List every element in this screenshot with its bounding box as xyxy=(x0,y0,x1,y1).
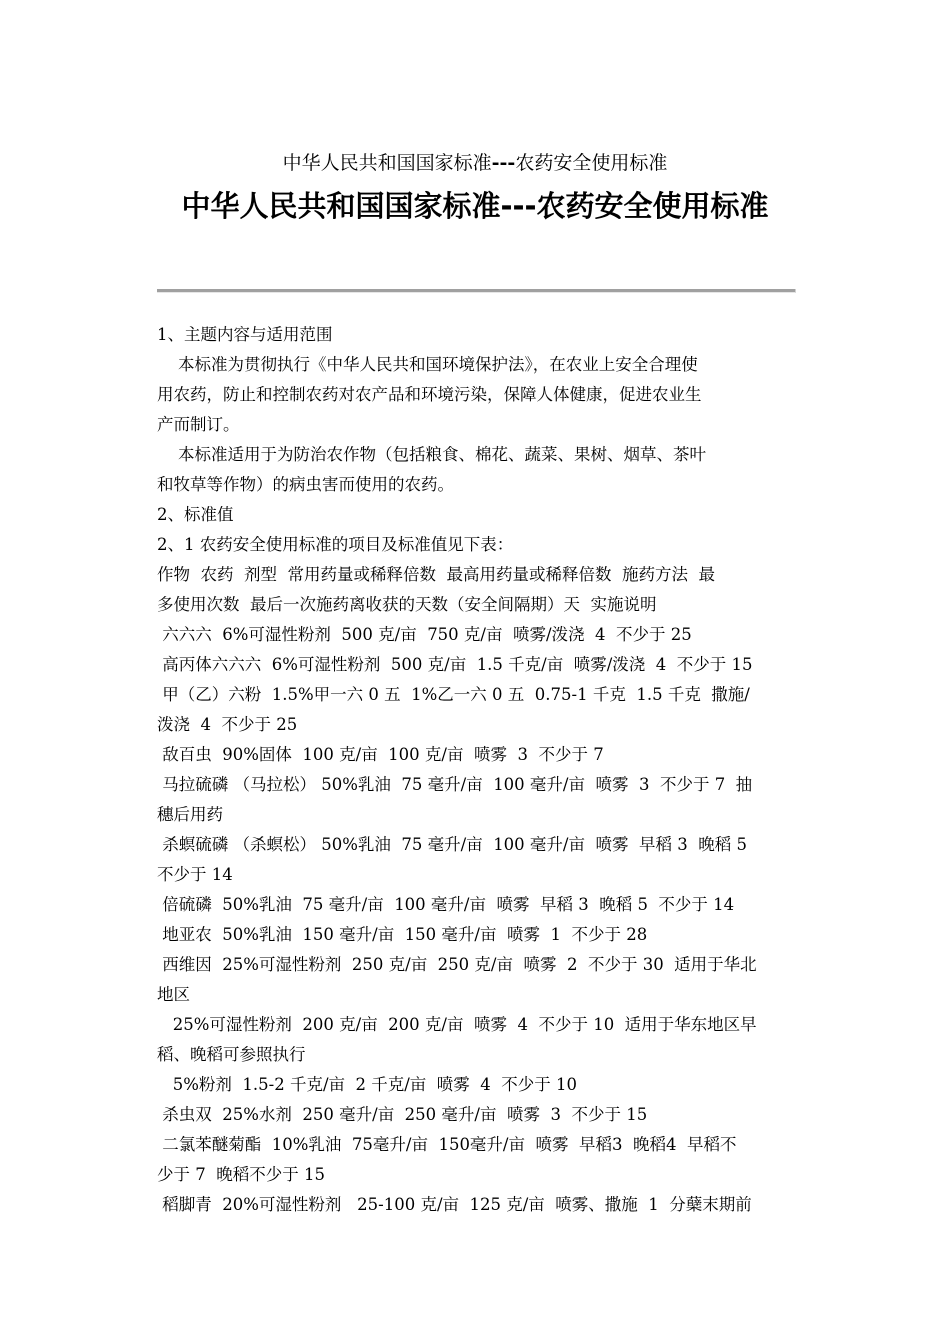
subtitle-dash: --- xyxy=(491,152,516,174)
subtitle-part-b: 农药安全使用标准 xyxy=(515,152,668,174)
body-line: 甲（乙）六粉 1.5%甲一六 0 五 1%乙一六 0 五 0.75-1 千克 1.5 千克 撒施/ xyxy=(157,685,750,704)
body-line: 多使用次数 最后一次施药离收获的天数（安全间隔期）天 实施说明 xyxy=(157,595,657,614)
body-line: 稻脚青 20%可湿性粉剂 25-100 克/亩 125 克/亩 喷雾、撒施 1 分蘖末期前 xyxy=(157,1195,752,1214)
body-line: 25%可湿性粉剂 200 克/亩 200 克/亩 喷雾 4 不少于 10 适用于华东地区早 xyxy=(157,1015,757,1034)
body-line: 2、1 农药安全使用标准的项目及标准值见下表： xyxy=(157,535,514,554)
body-line: 稻、晚稻可参照执行 xyxy=(157,1045,306,1064)
body-line: 泼浇 4 不少于 25 xyxy=(157,715,298,734)
document-body xyxy=(157,320,797,1220)
body-line: 和牧草等作物）的病虫害而使用的农药。 xyxy=(157,475,454,494)
body-line: 本标准为贯彻执行《中华人民共和国环境保护法》，在农业上安全合理使 xyxy=(157,355,698,374)
body-line: 少于 7 晚稻不少于 15 xyxy=(157,1165,325,1184)
horizontal-divider xyxy=(157,289,796,293)
body-line: 杀螟硫磷 （杀螟松） 50%乳油 75 毫升/亩 100 毫升/亩 喷雾 早稻 3 晚稻 5 xyxy=(157,835,747,854)
body-line: 2、标准值 xyxy=(157,505,234,524)
body-line: 地区 xyxy=(157,985,190,1004)
body-line: 本标准适用于为防治农作物（包括粮食、棉花、蔬菜、果树、烟草、茶叶 xyxy=(157,445,706,464)
body-line: 倍硫磷 50%乳油 75 毫升/亩 100 毫升/亩 喷雾 早稻 3 晚稻 5 不少于 14 xyxy=(157,895,735,914)
document-subtitle xyxy=(0,150,950,176)
body-line: 地亚农 50%乳油 150 毫升/亩 150 毫升/亩 喷雾 1 不少于 28 xyxy=(157,925,648,944)
body-line: 作物 农药 剂型 常用药量或稀释倍数 最高用药量或稀释倍数 施药方法 最 xyxy=(157,565,715,584)
body-line: 马拉硫磷 （马拉松） 50%乳油 75 毫升/亩 100 毫升/亩 喷雾 3 不少于 7 抽 xyxy=(157,775,753,794)
body-line: 1、主题内容与适用范围 xyxy=(157,325,333,344)
body-line: 敌百虫 90%固体 100 克/亩 100 克/亩 喷雾 3 不少于 7 xyxy=(157,745,604,764)
body-line: 杀虫双 25%水剂 250 毫升/亩 250 毫升/亩 喷雾 3 不少于 15 xyxy=(157,1105,648,1124)
body-line: 用农药，防止和控制农药对农产品和环境污染，保障人体健康，促进农业生 xyxy=(157,385,702,404)
body-line: 高丙体六六六 6%可湿性粉剂 500 克/亩 1.5 千克/亩 喷雾/泼浇 4 不少于 15 xyxy=(157,655,753,674)
body-line: 二氯苯醚菊酯 10%乳油 75毫升/亩 150毫升/亩 喷雾 早稻3 晚稻4 早稻不 xyxy=(157,1135,737,1154)
body-line: 5%粉剂 1.5-2 千克/亩 2 千克/亩 喷雾 4 不少于 10 xyxy=(157,1075,578,1094)
body-line: 不少于 14 xyxy=(157,865,233,884)
body-line: 西维因 25%可湿性粉剂 250 克/亩 250 克/亩 喷雾 2 不少于 30 适用于华北 xyxy=(157,955,757,974)
body-line: 六六六 6%可湿性粉剂 500 克/亩 750 克/亩 喷雾/泼浇 4 不少于 25 xyxy=(157,625,692,644)
body-line: 穗后用药 xyxy=(157,805,223,824)
document-title: 中华人民共和国国家标准---农药安全使用标准 xyxy=(181,189,769,223)
subtitle-part-a: 中华人民共和国国家标准 xyxy=(282,152,492,174)
body-line: 产而制订。 xyxy=(157,415,240,434)
